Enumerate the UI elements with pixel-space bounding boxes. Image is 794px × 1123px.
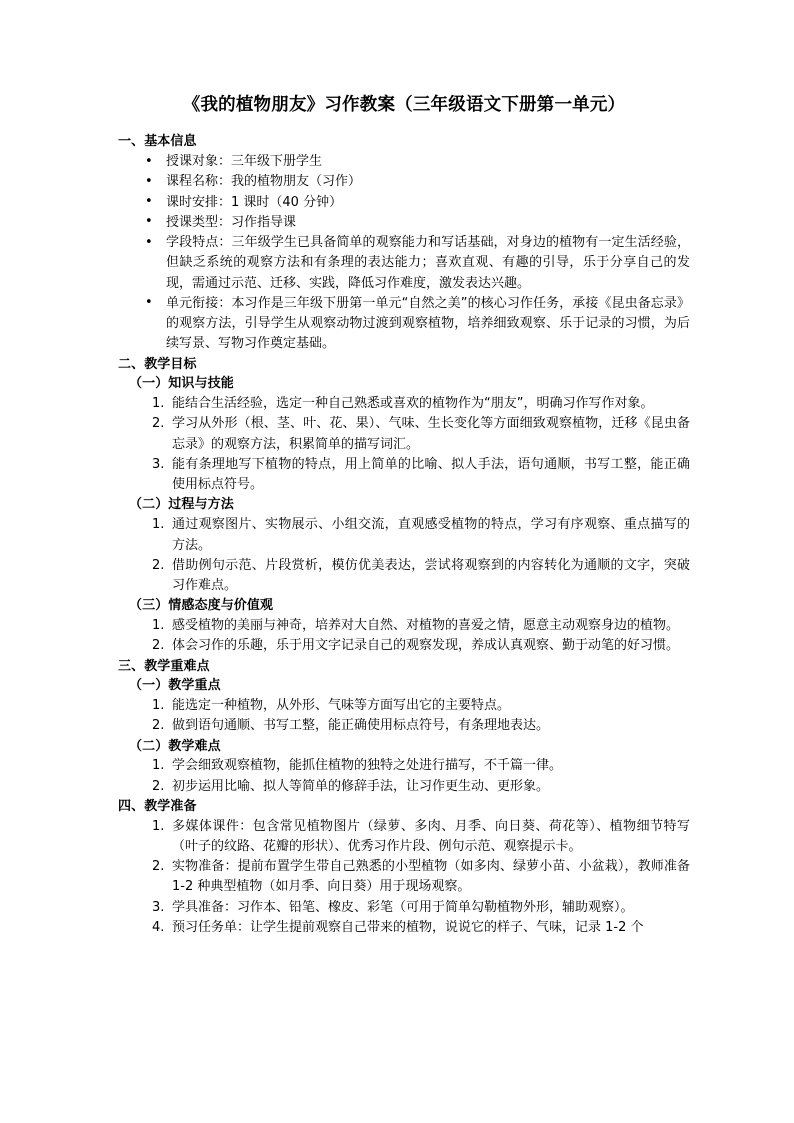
list-item: 学习从外形（根、茎、叶、花、果）、气味、生长变化等方面细致观察植物，迁移《昆虫备忘录》的观察方法，积累简单的描写词汇。	[172, 416, 690, 452]
section-heading: 一、基本信息	[118, 134, 197, 150]
list-item: 借助例句示范、片段赏析，模仿优美表达，尝试将观察到的内容转化为通顺的文字，突破习作难点。	[172, 557, 690, 594]
list-item: 能有条理地写下植物的特点，用上简单的比喻、拟人手法，语句通顺，书写工整，能正确使用标点符号。	[172, 456, 690, 493]
list-item: 感受植物的美丽与神奇，培养对大自然、对植物的喜爱之情，愿意主动观察身边的植物。	[172, 618, 680, 634]
list-item: 实物准备：提前布置学生带自己熟悉的小型植物（如多肉、绿萝小苗、小盆栽），教师准备 1-2 种典型植物（如月季、向日葵）用于现场观察。	[172, 859, 690, 895]
list-item: • 授课对象：三年级下册学生	[118, 152, 690, 172]
subsection-heading: （二）教学难点	[129, 738, 221, 754]
list-item: 初步运用比喻、拟人等简单的修辞手法，让习作更生动、更形象。	[172, 778, 550, 794]
list-item: • 课程名称：我的植物朋友（习作）	[118, 172, 690, 192]
list-item: 体会习作的乐趣，乐于用文字记录自己的观察发现，养成认真观察、勤于动笔的好习惯。	[172, 638, 680, 654]
list-item: 通过观察图片、实物展示、小组交流，直观感受植物的特点，学习有序观察、重点描写的方法。	[172, 517, 690, 553]
difficult-points-list	[118, 756, 690, 797]
section-basic-info	[118, 132, 690, 354]
attitude-values-list	[118, 616, 690, 657]
list-item: 能结合生活经验，选定一种自己熟悉或喜欢的植物作为“朋友”，明确习作写作对象。	[172, 396, 654, 412]
subsection-heading: （二）过程与方法	[129, 497, 234, 513]
process-methods-list	[118, 515, 690, 596]
list-item: 预习任务单：让学生提前观察自己带来的植物，说说它的样子、气味，记录 1-2 个	[172, 919, 644, 935]
section-heading: 二、教学目标	[118, 356, 197, 372]
key-points-list	[118, 696, 690, 737]
list-item: 能选定一种植物，从外形、气味等方面写出它的主要特点。	[172, 698, 511, 714]
list-item: 学具准备：习作本、铅笔、橡皮、彩笔（可用于简单勾勒植物外形，辅助观察）。	[172, 899, 634, 915]
section-teaching-preparation	[118, 797, 690, 938]
list-item: • 单元衔接：本习作是三年级下册第一单元“自然之美”的核心习作任务，承接《昆虫备忘录》的观察方法，引导学生从观察动物过渡到观察植物，培养细致观察、乐于记录的习惯，为后续写景、写物习作奠定基础。	[118, 294, 690, 355]
list-item: • 授课类型：习作指导课	[118, 213, 690, 233]
knowledge-skills-list	[118, 394, 690, 495]
subsection-heading: （一）教学重点	[129, 678, 221, 694]
list-item: 做到语句通顺、书写工整，能正确使用标点符号，有条理地表达。	[172, 718, 550, 734]
basic-info-list	[118, 152, 690, 355]
subsection-heading: （一）知识与技能	[129, 376, 234, 392]
section-teaching-objectives	[118, 355, 690, 657]
list-item: 多媒体课件：包含常见植物图片（绿萝、多肉、月季、向日葵、荷花等）、植物细节特写（叶子的纹路、花瓣的形状）、优秀习作片段、例句示范、观察提示卡。	[172, 818, 690, 854]
section-key-difficult-points	[118, 657, 690, 797]
page-title: 《我的植物朋友》习作教案（三年级语文下册第一单元）	[182, 95, 626, 115]
section-heading: 四、教学准备	[118, 798, 197, 814]
list-item: • 课时安排：1 课时（40 分钟）	[118, 193, 690, 213]
list-item: 学会细致观察植物，能抓住植物的独特之处进行描写，不千篇一律。	[172, 758, 563, 774]
list-item: • 学段特点：三年级学生已具备简单的观察能力和写话基础，对身边的植物有一定生活经验，但缺乏系统的观察方法和有条理的表达能力；喜欢直观、有趣的引导，乐于分享自己的发现，需通过示范、迁移、实践，降低习作难度，激发表达兴趣。	[118, 233, 690, 294]
subsection-heading: （三）情感态度与价值观	[129, 598, 274, 614]
section-heading: 三、教学重难点	[118, 658, 210, 674]
preparation-list	[118, 817, 690, 939]
